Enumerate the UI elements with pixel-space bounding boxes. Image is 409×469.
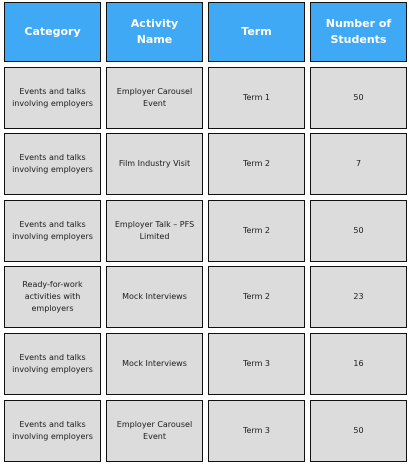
cell-category: Events and talks involving employers [4,200,101,262]
cell-activity-name: Mock Interviews [106,333,203,395]
cell-number-of-students: 23 [310,266,407,328]
cell-term: Term 1 [208,67,305,129]
cell-activity-name: Employer Carousel Event [106,400,203,462]
cell-category: Events and talks involving employers [4,67,101,129]
header-number-of-students: Number of Students [310,2,407,62]
cell-term: Term 2 [208,266,305,328]
cell-term: Term 3 [208,400,305,462]
cell-category: Events and talks involving employers [4,333,101,395]
cell-category: Ready-for-work activities with employers [4,266,101,328]
cell-number-of-students: 16 [310,333,407,395]
cell-activity-name: Mock Interviews [106,266,203,328]
cell-term: Term 2 [208,200,305,262]
header-term: Term [208,2,305,62]
cell-activity-name: Employer Carousel Event [106,67,203,129]
cell-category: Events and talks involving employers [4,400,101,462]
cell-activity-name: Film Industry Visit [106,133,203,195]
cell-term: Term 3 [208,333,305,395]
cell-term: Term 2 [208,133,305,195]
activities-table [4,2,407,462]
header-activity-name: Activity Name [106,2,203,62]
cell-number-of-students: 7 [310,133,407,195]
header-category: Category [4,2,101,62]
cell-activity-name: Employer Talk – PFS Limited [106,200,203,262]
cell-category: Events and talks involving employers [4,133,101,195]
cell-number-of-students: 50 [310,200,407,262]
cell-number-of-students: 50 [310,400,407,462]
cell-number-of-students: 50 [310,67,407,129]
